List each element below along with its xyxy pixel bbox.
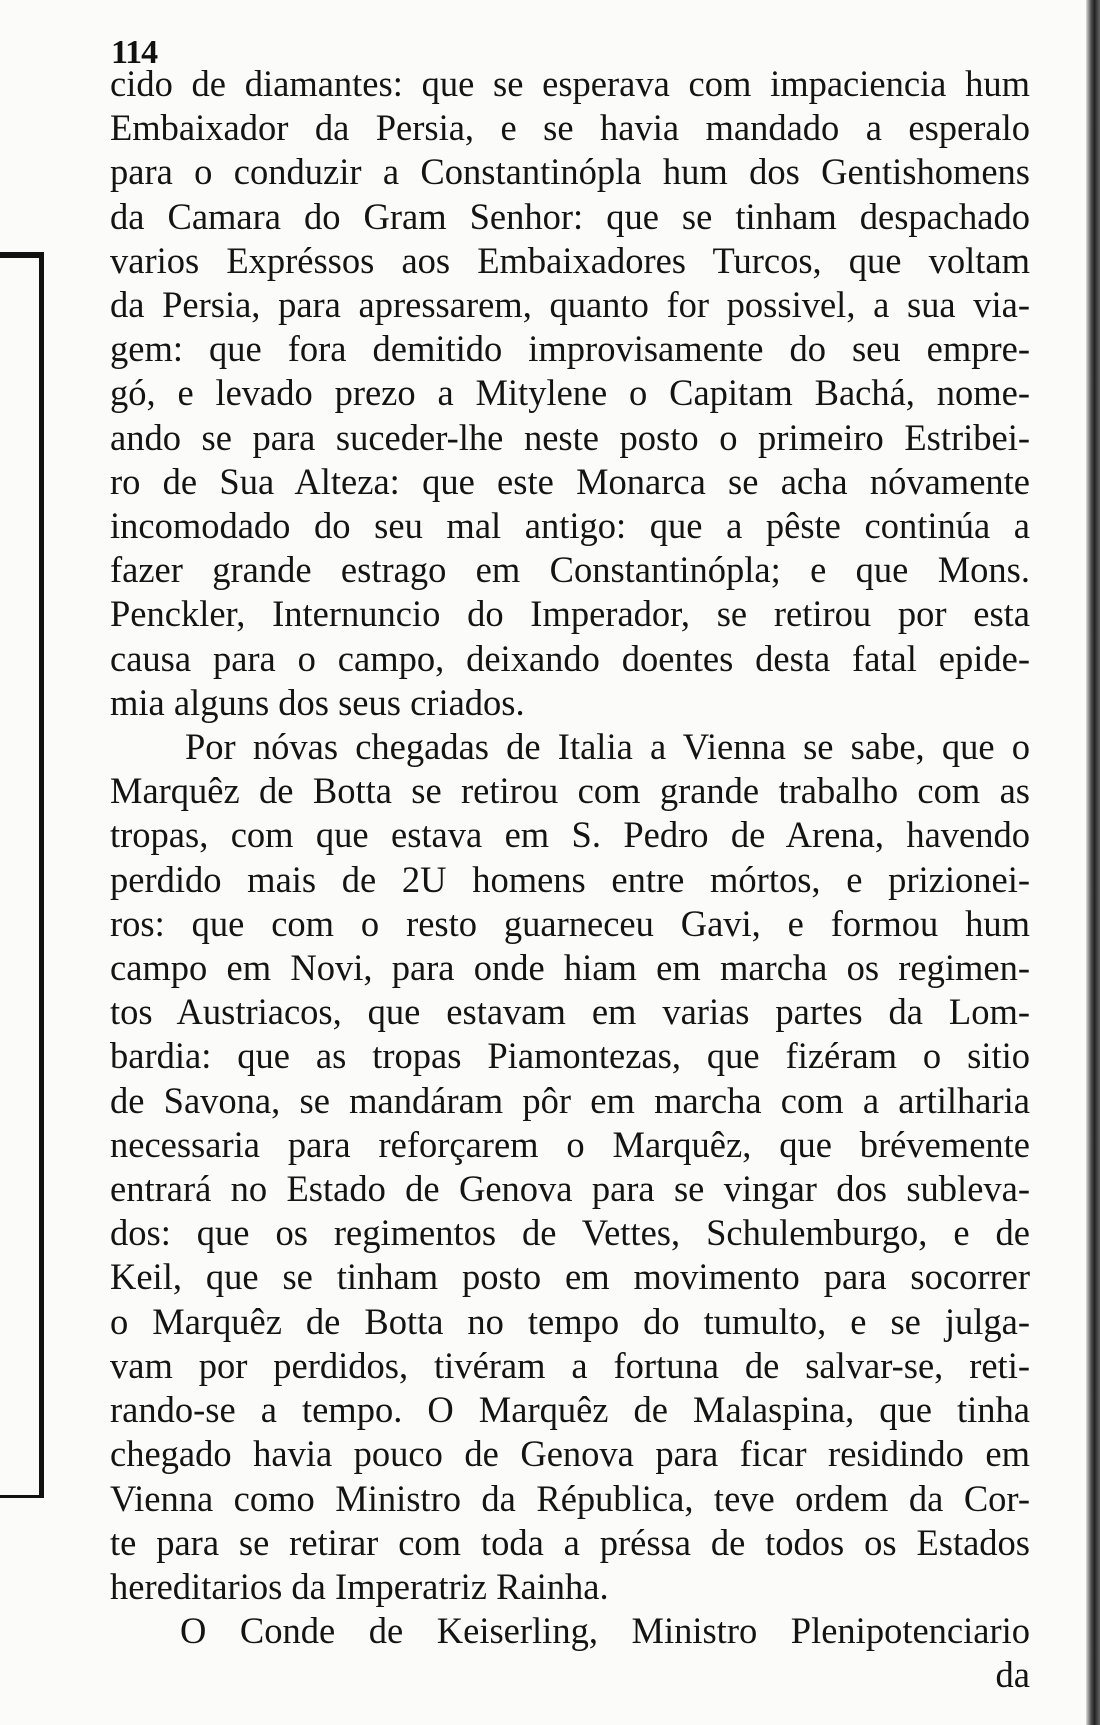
text-line: gem: que fora demitido improvisamente do seu empre-	[110, 328, 1030, 370]
text-line: ando se para suceder-lhe neste posto o primeiro Estribei-	[110, 416, 1030, 458]
paragraph-end-line: hereditarios da Imperatriz Rainha.	[110, 1565, 609, 1607]
text-line: dos: que os regimentos de Vettes, Schulemburgo, e de	[110, 1212, 1030, 1254]
text-line: chegado havia pouco de Genova para ficar residindo em	[110, 1433, 1030, 1475]
text-line: gó, e levado prezo a Mitylene o Capitam Bachá, nome-	[110, 372, 1030, 414]
text-line: tos Austriacos, que estavam em varias partes da Lom-	[110, 991, 1030, 1033]
text-line: da Camara do Gram Senhor: que se tinham despachado	[110, 195, 1030, 237]
paragraph-end-line: mia alguns dos seus criados.	[110, 681, 525, 723]
text-line: entrará no Estado de Genova para se vingar dos sublevа-	[110, 1168, 1030, 1210]
text-line: tropas, com que estava em S. Pedro de Arena, havendo	[110, 814, 1030, 856]
body-text	[110, 62, 1030, 1698]
text-line: Embaixador da Persia, e se havia mandado a esperalo	[110, 107, 1030, 149]
text-line: cido de diamantes: que se esperava com impaciencia hum	[110, 63, 1030, 104]
text-line: ro de Sua Alteza: que este Monarca se acha nóvamente	[110, 460, 1030, 502]
text-line: de Savona, se mandáram pôr em marcha com a artilharia	[110, 1079, 1030, 1121]
page-number: 114	[111, 34, 158, 71]
text-line: incomodado do seu mal antigo: que a pêste continúa a	[110, 505, 1030, 547]
margin-bracket	[0, 252, 44, 1498]
text-line: varios Expréssos aos Embaixadores Turcos, que voltam	[110, 239, 1030, 281]
text-line: causa para o campo, deixando doentes desta fatal epide-	[110, 637, 1030, 679]
catchword: da	[995, 1654, 1030, 1696]
text-line: o Marquêz de Botta no tempo do tumulto, e se julga-	[110, 1300, 1030, 1342]
text-line: para o conduzir a Constantinópla hum dos Gentishomens	[110, 151, 1030, 193]
text-line: rando-se a tempo. O Marquêz de Malaspina, que tinha	[110, 1389, 1030, 1431]
text-line: da Persia, para apressarem, quanto for possivel, a sua via-	[110, 284, 1030, 326]
text-line: perdido mais de 2U homens entre mórtos, e prizionei-	[110, 858, 1030, 900]
page-edge-shadow	[1086, 0, 1100, 1725]
text-line: te para se retirar com toda a préssa de todos os Estados	[110, 1521, 1030, 1563]
text-line: vam por perdidos, tivéram a fortuna de salvar-se, reti-	[110, 1344, 1030, 1386]
text-line: Vienna como Ministro da Républica, teve ordem da Cor-	[110, 1477, 1030, 1519]
text-line: necessaria para reforçarem o Marquêz, que brévemente	[110, 1123, 1030, 1165]
text-line: ros: que com o resto guarneceu Gavi, e formou hum	[110, 902, 1030, 944]
text-line: campo em Novi, para onde hiam em marcha os regimen-	[110, 947, 1030, 989]
text-line: Keil, que se tinham posto em movimento para socorrer	[110, 1256, 1030, 1298]
text-line: Marquêz de Botta se retirou com grande trabalho com as	[110, 770, 1030, 812]
text-line: fazer grande estrago em Constantinópla; e que Mons.	[110, 549, 1030, 591]
paragraph-start-line: O Conde de Keiserling, Ministro Plenipotenciario	[180, 1610, 1030, 1652]
text-line: bardia: que as tropas Piamontezas, que fizéram o sitio	[110, 1035, 1030, 1077]
text-line: Penckler, Internuncio do Imperador, se retirou por esta	[110, 593, 1030, 635]
paragraph-start-line: Por nóvas chegadas de Italia a Vienna se sabe, que o	[185, 726, 1030, 768]
